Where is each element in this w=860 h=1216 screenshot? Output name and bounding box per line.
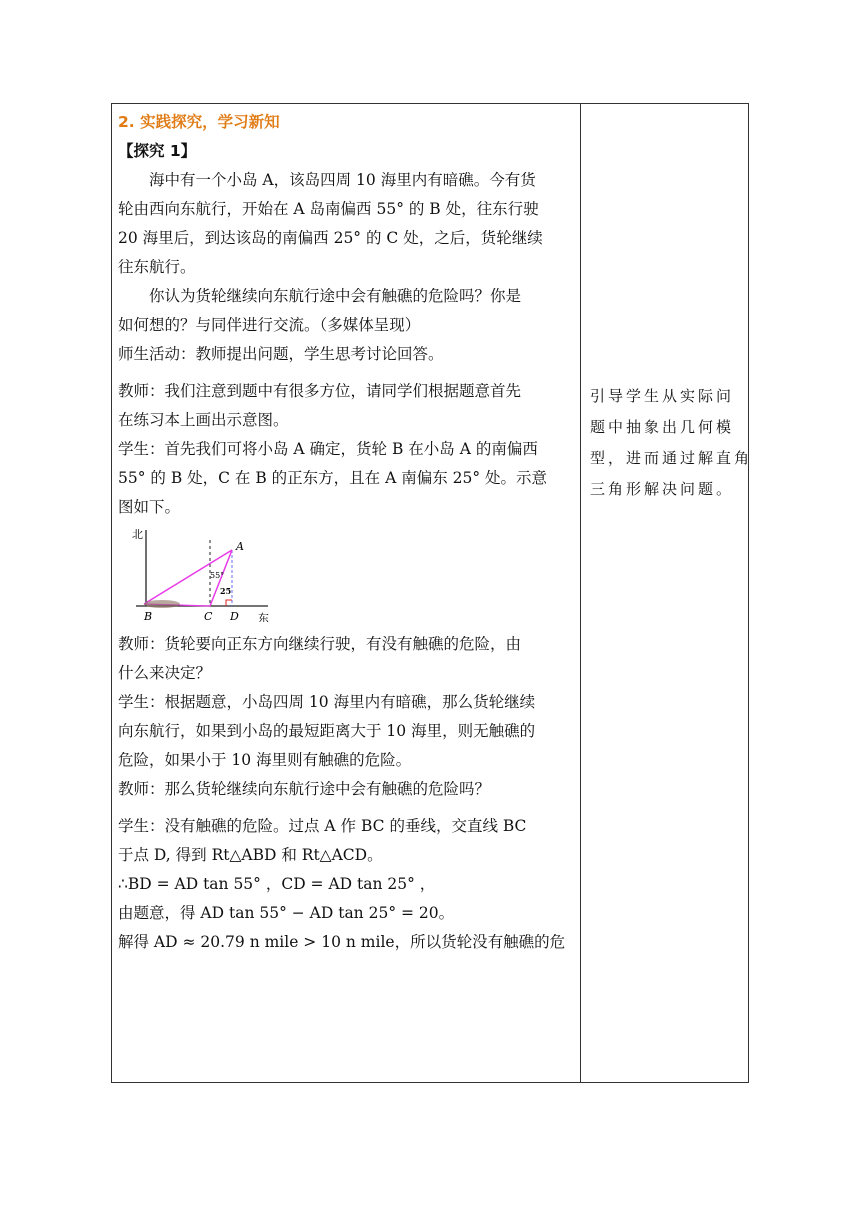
note-line: 引导学生从实际问 — [590, 387, 735, 405]
note-line: 型，进而通过解直角 — [590, 449, 753, 467]
ship-shape — [144, 600, 180, 608]
east-label: 东 — [258, 612, 269, 622]
right-angle-mark — [226, 600, 232, 606]
question-line: 你认为货轮继续向东航行途中会有触礁的危险吗？你是 — [149, 287, 522, 305]
point-c-label: C — [204, 610, 213, 622]
teaching-note — [590, 381, 753, 505]
point-b-label: B — [144, 610, 153, 622]
student-line: 向东航行，如果到小岛的最短距离大于 10 海里，则无触礁的 — [118, 722, 536, 740]
angle-25-label: 25 — [220, 586, 232, 596]
note-line: 三角形解决问题。 — [590, 480, 735, 498]
teacher-line: 在练习本上画出示意图。 — [118, 411, 289, 429]
problem-line: 往东航行。 — [118, 258, 196, 276]
student-line: 学生：根据题意，小岛四周 10 海里内有暗礁，那么货轮继续 — [118, 693, 536, 711]
lesson-content — [118, 108, 576, 957]
student-line: 学生：没有触礁的危险。过点 A 作 BC 的垂线，交直线 BC — [118, 817, 527, 835]
student-line: 图如下。 — [118, 498, 181, 516]
teacher-line: 教师：我们注意到题中有很多方位，请同学们根据题意首先 — [118, 382, 522, 400]
note-line: 题中抽象出几何模 — [590, 418, 735, 436]
student-line: 学生：首先我们可将小岛 A 确定，货轮 B 在小岛 A 的南偏西 — [118, 440, 538, 458]
formula-line: 解得 AD ≈ 20.79 n mile > 10 n mile，所以货轮没有触礁的危 — [118, 933, 566, 951]
problem-line: 轮由西向东航行，开始在 A 岛南偏西 55° 的 B 处，往东行驶 — [118, 200, 539, 218]
point-d-label: D — [230, 610, 239, 622]
student-line: 危险，如果小于 10 海里则有触礁的危险。 — [118, 751, 412, 769]
section-title: 2. 实践探究，学习新知 — [118, 113, 280, 131]
question-line: 如何想的？与同伴进行交流。（多媒体呈现） — [118, 316, 421, 334]
teacher-line: 什么来决定？ — [118, 664, 212, 682]
column-divider — [580, 103, 581, 1083]
student-line: 55° 的 B 处，C 在 B 的正东方，且在 A 南偏东 25° 处。示意 — [118, 469, 548, 487]
problem-line: 海中有一个小岛 A，该岛四周 10 海里内有暗礁。今有货 — [149, 171, 536, 189]
angle-55-label: 55° — [210, 571, 225, 580]
teacher-line: 教师：那么货轮继续向东航行途中会有触礁的危险吗？ — [118, 780, 491, 798]
north-label: 北 — [132, 528, 143, 541]
point-a-label: A — [236, 540, 244, 553]
explore-label: 【探究 1】 — [118, 142, 197, 160]
activity-text: 师生活动：教师提出问题，学生思考讨论回答。 — [118, 345, 444, 363]
student-line: 于点 D, 得到 Rt△ABD 和 Rt△ACD。 — [118, 846, 383, 864]
teacher-line: 教师：货轮要向正东方向继续行驶，有没有触礁的危险，由 — [118, 635, 522, 653]
problem-line: 20 海里后，到达该岛的南偏西 25° 的 C 处，之后，货轮继续 — [118, 229, 543, 247]
formula-line: 由题意，得 AD tan 55° − AD tan 25° = 20。 — [118, 904, 455, 922]
formula-line: ∴BD = AD tan 55° ，CD = AD tan 25° ， — [118, 875, 436, 893]
direction-diagram — [122, 526, 272, 622]
